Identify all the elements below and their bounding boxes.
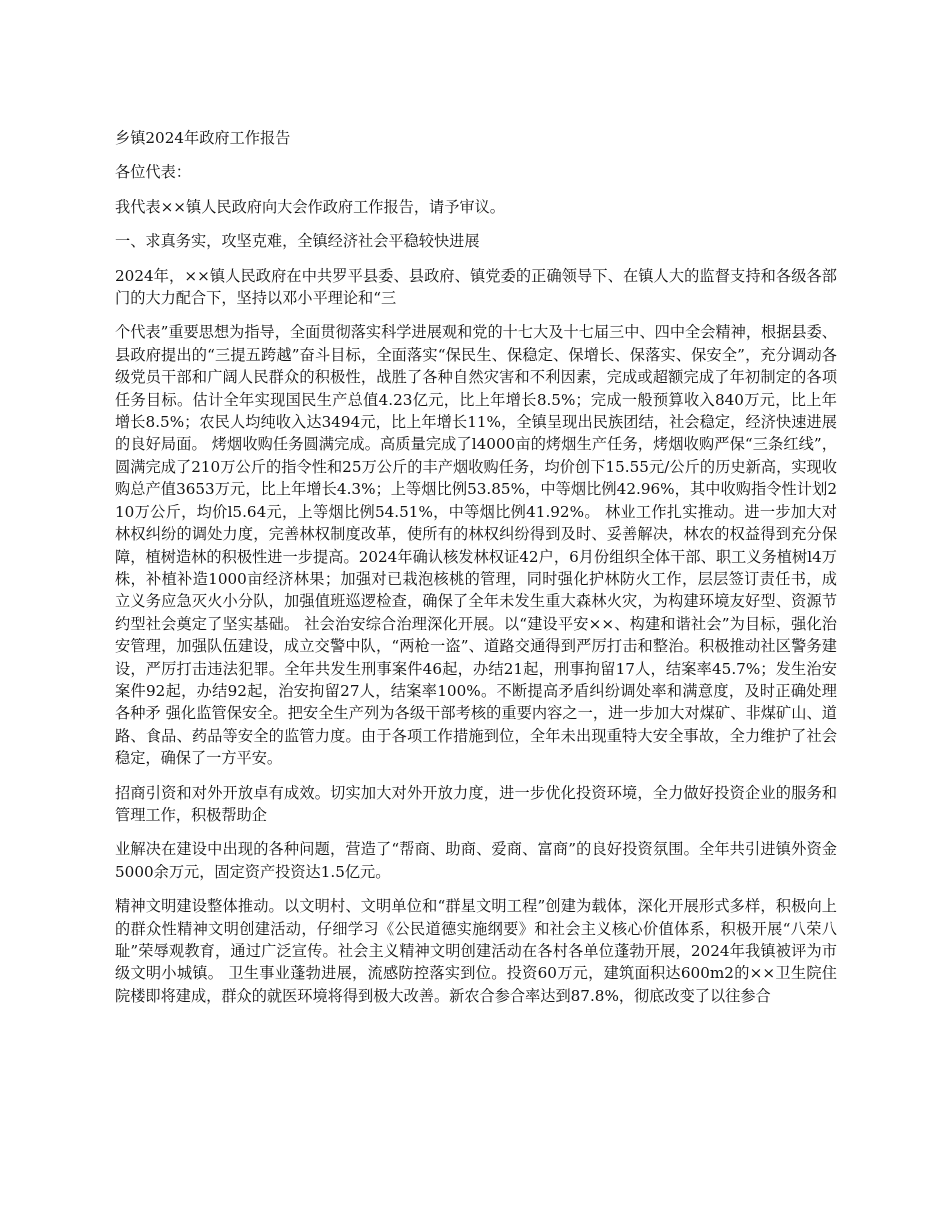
section-heading: 一、求真务实，攻坚克难，全镇经济社会平稳较快进展 — [115, 232, 480, 251]
paragraph-1: 2024年，××镇人民政府在中共罗平县委、县政府、镇党委的正确领导下、在镇人大的监督支持和各级各部门的大力配合下，坚持以邓小平理论和“三 — [115, 266, 837, 308]
paragraph-5: 精神文明建设整体推动。以文明村、文明单位和“群星文明工程”创建为载体，深化开展形式多样，积极向上的群众性精神文明创建活动，仔细学习《公民道德实施纲要》和社会主义核心价值体系，积极开展“八荣八耻”荣辱观教育，通过广泛宣传。社会主义精神文明创建活动在各村各单位蓬勃开展，2024年我镇被评为市级文明小城镇。 卫生事业蓬勃进展，流感防控落实到位。投资60万元，建筑面积达600m2的××卫生院住院楼即将建成，群众的就医环境将得到极大改善。新农合参合率达到87.8%，彻底改变了以往参合 — [115, 897, 837, 1005]
paragraph-2: 个代表”重要思想为指导，全面贯彻落实科学进展观和党的十七大及十七届三中、四中全会精神，根据县委、县政府提出的“三提五跨越”奋斗目标，全面落实“保民生、保稳定、保增长、保落实、保安全”，充分调动各级党员干部和广阔人民群众的积极性，战胜了各种自然灾害和不利因素，完成或超额完成了年初制定的各项任务目标。估计全年实现国民生产总值4.23亿元，比上年增长8.5%；完成一般预算收入840万元，比上年增长8.5%；农民人均纯收入达3494元，比上年增长11%，全镇呈现出民族团结，社会稳定，经济快速进展的良好局面。 烤烟收购任务圆满完成。高质量完成了l4000亩的烤烟生产任务，烤烟收购严保“三条红线”，圆满完成了210万公斤的指令性和25万公斤的丰产烟收购任务，均价创下15.55元/公斤的历史新高，实现收购总产值3653万元，比上年增长4.3%；上等烟比例53.85%，中等烟比例42.96%，其中收购指令性计划210万公斤，均价l5.64元，上等烟比例54.51%，中等烟比例41.92%。 林业工作扎实推动。进一步加大对林权纠纷的调处力度，完善林权制度改革，使所有的林权纠纷得到及时、妥善解决，林农的权益得到充分保障，植树造林的积极性进一步提高。2024年确认核发林权证42户，6月份组织全体干部、职工义务植树l4万株，补植补造1000亩经济林果；加强对已栽泡核桃的管理，同时强化护林防火工作，层层签订责任书，成立义务应急灭火小分队，加强值班巡逻检查，确保了全年未发生重大森林火灾，为构建环境友好型、资源节约型社会奠定了坚实基础。 社会治安综合治理深化开展。以“建设平安××、构建和谐社会”为目标，强化治安管理，加强队伍建设，成立交警中队，“两枪一盗”、道路交通得到严厉打击和整治。积极推动社区警务建设，严厉打击违法犯罪。全年共发生刑事案件46起，办结21起，刑事拘留17人，结案率45.7%；发生治安案件92起，办结92起，治安拘留27人，结案率100%。不断提高矛盾纠纷调处率和满意度，及时正确处理各种矛 强化监管保安全。把安全生产列为各级干部考核的重要内容之一，进一步加大对煤矿、非煤矿山、道路、食品、药品等安全的监管力度。由于各项工作措施到位，全年未出现重特大安全事故，全力维护了社会稳定，确保了一方平安。 — [115, 323, 837, 768]
paragraph-4: 业解决在建设中出现的各种问题，营造了“帮商、助商、爱商、富商”的良好投资氛围。全年共引进镇外资金5000余万元，固定资产投资达1.5亿元。 — [115, 840, 837, 881]
intro-paragraph: 我代表××镇人民政府向大会作政府工作报告，请予审议。 — [115, 197, 505, 216]
salutation: 各位代表： — [115, 163, 191, 182]
document-page — [115, 127, 837, 1019]
paragraph-3: 招商引资和对外开放卓有成效。切实加大对外开放力度，进一步优化投资环境，全力做好投资企业的服务和管理工作，积极帮助企 — [115, 783, 837, 824]
document-title: 乡镇2024年政府工作报告 — [115, 129, 291, 147]
